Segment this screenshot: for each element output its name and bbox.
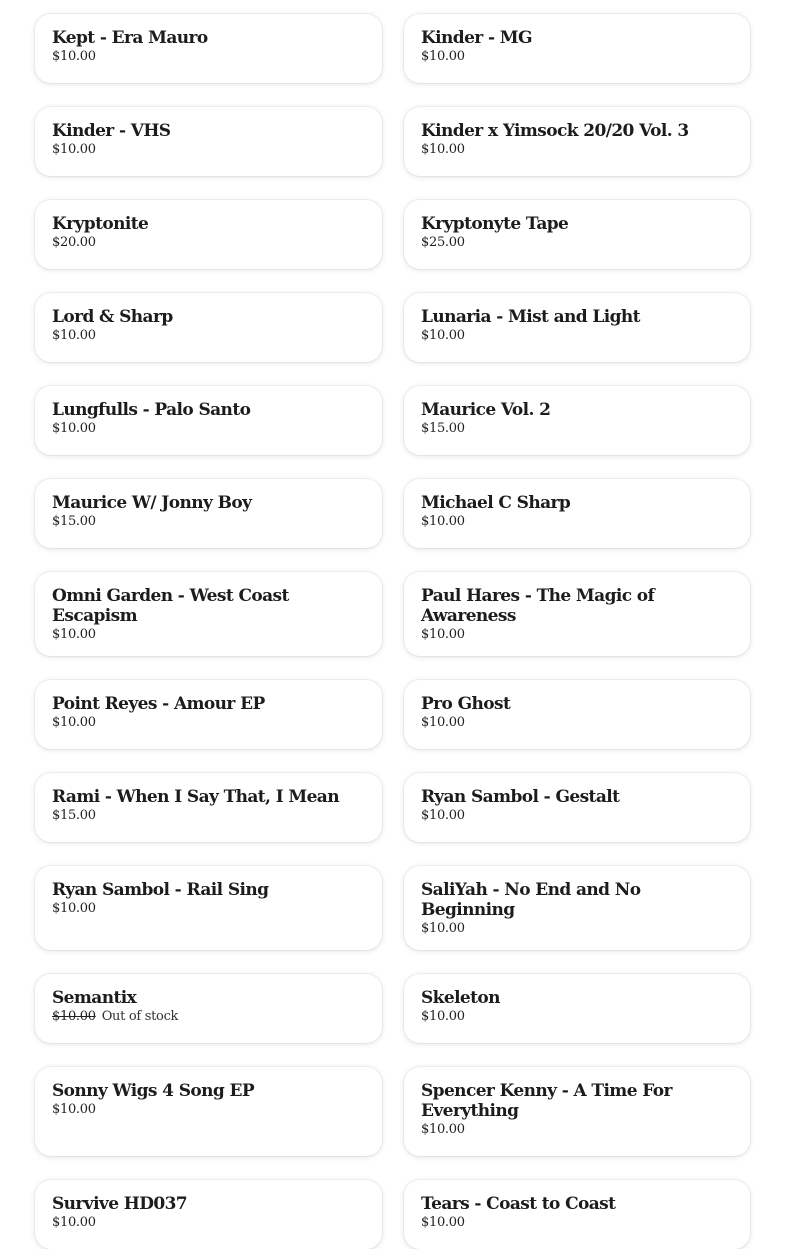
product-card-out-of-stock[interactable]	[35, 974, 382, 1043]
price-row	[421, 234, 734, 252]
price-row	[421, 48, 734, 66]
product-card[interactable]	[35, 107, 382, 176]
product-title: Tears - Coast to Coast	[421, 1194, 616, 1214]
product-price: $10.00	[421, 49, 465, 64]
price-row	[421, 327, 734, 345]
product-price: $10.00	[52, 901, 96, 916]
price-row	[421, 1121, 734, 1139]
product-title: Kryptonite	[52, 214, 149, 234]
product-card[interactable]	[35, 773, 382, 842]
product-card[interactable]	[404, 386, 750, 455]
product-card[interactable]	[35, 386, 382, 455]
product-card[interactable]	[404, 974, 750, 1043]
product-price: $10.00	[421, 715, 465, 730]
product-price: $15.00	[52, 514, 96, 529]
product-card[interactable]	[404, 680, 750, 749]
product-card[interactable]	[404, 107, 750, 176]
price-row	[421, 1214, 734, 1232]
price-row	[421, 1008, 734, 1026]
product-price: $10.00	[421, 1215, 465, 1230]
product-title: Lunaria - Mist and Light	[421, 307, 640, 327]
product-title: Survive HD037	[52, 1194, 188, 1214]
product-price: $10.00	[421, 514, 465, 529]
product-title: Maurice W/ Jonny Boy	[52, 493, 252, 513]
product-price: $20.00	[52, 235, 96, 250]
product-card[interactable]	[404, 572, 750, 656]
product-card[interactable]	[35, 1067, 382, 1156]
product-price: $10.00	[421, 1009, 465, 1024]
product-card[interactable]	[35, 866, 382, 950]
price-row	[421, 714, 734, 732]
price-row	[421, 141, 734, 159]
product-title: Lungfulls - Palo Santo	[52, 400, 251, 420]
product-card[interactable]	[404, 479, 750, 548]
product-price: $10.00	[52, 49, 96, 64]
product-card[interactable]	[35, 14, 382, 83]
price-row	[52, 714, 366, 732]
product-title: Sonny Wigs 4 Song EP	[52, 1081, 255, 1101]
product-price: $10.00	[421, 921, 465, 936]
price-row	[52, 48, 366, 66]
product-card[interactable]	[35, 200, 382, 269]
product-title: Semantix	[52, 988, 137, 1008]
product-title: Pro Ghost	[421, 694, 511, 714]
product-price-struck: $10.00	[52, 1009, 96, 1024]
product-price: $15.00	[421, 421, 465, 436]
product-card[interactable]	[35, 680, 382, 749]
product-title: Ryan Sambol - Gestalt	[421, 787, 620, 807]
price-row	[421, 626, 734, 644]
price-row	[52, 807, 366, 825]
product-title: Kept - Era Mauro	[52, 28, 208, 48]
product-price: $10.00	[52, 421, 96, 436]
price-row	[421, 807, 734, 825]
product-title: Spencer Kenny - A Time For Everything	[421, 1081, 672, 1121]
product-price: $10.00	[52, 1215, 96, 1230]
price-row	[52, 1214, 366, 1232]
product-card[interactable]	[404, 1180, 750, 1249]
product-card[interactable]	[404, 293, 750, 362]
product-card[interactable]	[35, 479, 382, 548]
product-grid	[35, 14, 750, 1249]
product-card[interactable]	[404, 200, 750, 269]
product-price: $10.00	[421, 328, 465, 343]
price-row	[52, 626, 366, 644]
price-row	[421, 513, 734, 531]
product-card[interactable]	[404, 14, 750, 83]
product-card[interactable]	[404, 1067, 750, 1156]
product-title: Kinder - VHS	[52, 121, 171, 141]
price-row	[52, 327, 366, 345]
price-row	[52, 900, 366, 918]
price-row	[52, 420, 366, 438]
product-card[interactable]	[35, 1180, 382, 1249]
product-price: $10.00	[421, 142, 465, 157]
price-row	[421, 420, 734, 438]
product-title: Point Reyes - Amour EP	[52, 694, 265, 714]
product-title: Rami - When I Say That, I Mean	[52, 787, 339, 807]
product-price: $10.00	[421, 627, 465, 642]
product-price: $10.00	[421, 1122, 465, 1137]
product-price: $25.00	[421, 235, 465, 250]
product-title: Omni Garden - West Coast Escapism	[52, 586, 289, 626]
product-price: $15.00	[52, 808, 96, 823]
price-row	[421, 920, 734, 938]
product-price: $10.00	[52, 715, 96, 730]
product-title: Kinder - MG	[421, 28, 532, 48]
product-title: Paul Hares - The Magic of Awareness	[421, 586, 655, 626]
product-title: Michael C Sharp	[421, 493, 571, 513]
product-card[interactable]	[404, 773, 750, 842]
price-row	[52, 1008, 366, 1026]
product-title: Skeleton	[421, 988, 500, 1008]
product-card[interactable]	[35, 293, 382, 362]
price-row	[52, 234, 366, 252]
product-title: Ryan Sambol - Rail Sing	[52, 880, 269, 900]
product-card[interactable]	[404, 866, 750, 950]
out-of-stock-label: Out of stock	[101, 1009, 179, 1024]
product-title: Kryptonyte Tape	[421, 214, 569, 234]
product-price: $10.00	[52, 1102, 96, 1117]
product-title: SaliYah - No End and No Beginning	[421, 880, 641, 920]
product-card[interactable]	[35, 572, 382, 656]
price-row	[52, 141, 366, 159]
product-price: $10.00	[52, 142, 96, 157]
product-price: $10.00	[52, 328, 96, 343]
price-row	[52, 1101, 366, 1119]
product-title: Lord & Sharp	[52, 307, 173, 327]
product-title: Kinder x Yimsock 20/20 Vol. 3	[421, 121, 689, 141]
product-price: $10.00	[52, 627, 96, 642]
price-row	[52, 513, 366, 531]
product-title: Maurice Vol. 2	[421, 400, 551, 420]
product-price: $10.00	[421, 808, 465, 823]
